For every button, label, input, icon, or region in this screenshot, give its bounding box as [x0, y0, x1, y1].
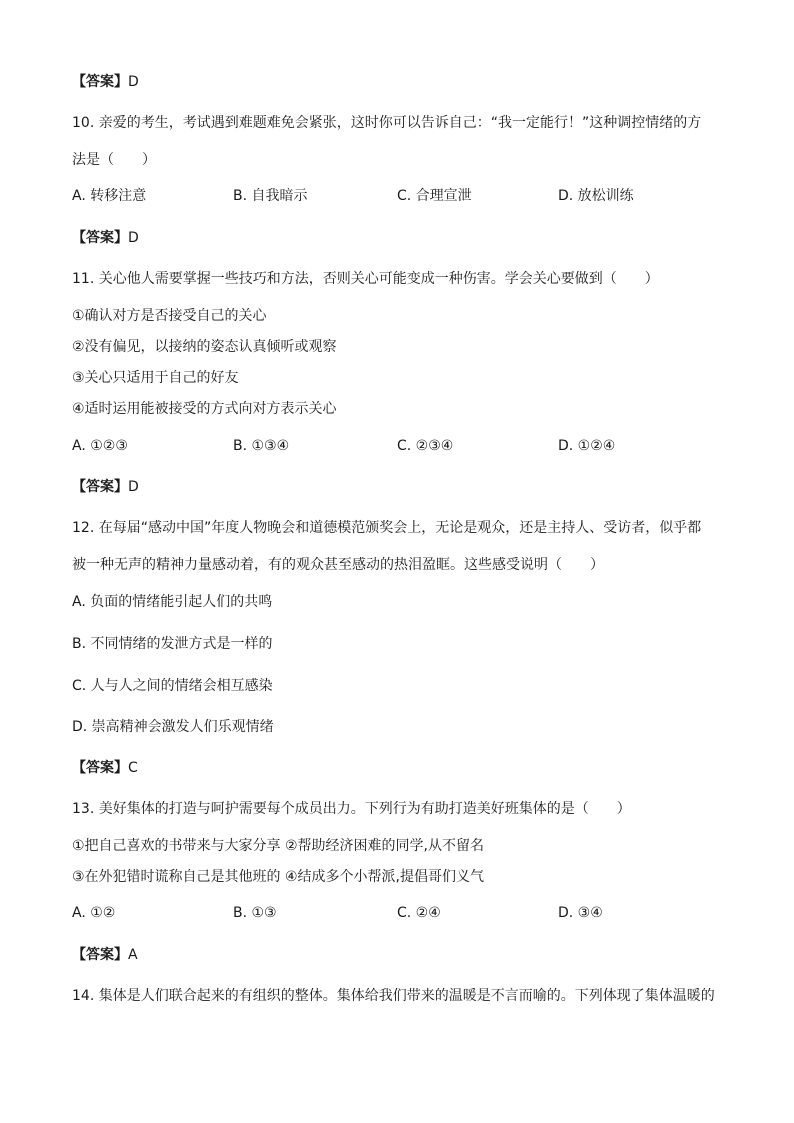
question-13-option-c: C. ②④: [397, 905, 441, 921]
question-13-option-b: B. ①③: [233, 905, 277, 921]
question-14-stem-line-1: 14. 集体是人们联合起来的有组织的整体。集体给我们带来的温暖是不言而喻的。下列体现了集体温暖的: [72, 988, 715, 1004]
question-12-option-b: B. 不同情绪的发泄方式是一样的: [72, 636, 273, 652]
question-10-option-c: C. 合理宣泄: [397, 188, 472, 204]
question-11-option-a: A. ①②③: [72, 438, 128, 454]
question-10-option-a: A. 转移注意: [72, 188, 147, 204]
question-10-option-b: B. 自我暗示: [233, 188, 308, 204]
answer-value: A: [128, 947, 138, 963]
question-11-option-c: C. ②③④: [397, 438, 454, 454]
answer-line: [72, 758, 138, 778]
question-13-option-a: A. ①②: [72, 905, 116, 921]
question-11-item-3: ③关心只适用于自己的好友: [72, 370, 239, 386]
answer-label: 【答案】: [72, 947, 128, 963]
answer-label: 【答案】: [72, 479, 128, 495]
question-10-stem-line-2: 法是（ ）: [72, 152, 156, 168]
question-10-stem-line-1: 10. 亲爱的考生，考试遇到难题难免会紧张，这时你可以告诉自己：“我一定能行！”这种调控情绪的方: [72, 115, 702, 131]
question-11-option-d: D. ①②④: [558, 438, 616, 454]
answer-line: [72, 228, 139, 248]
answer-label: 【答案】: [72, 74, 128, 90]
answer-label: 【答案】: [72, 760, 128, 776]
question-13-item-row-2: ③在外犯错时谎称自己是其他班的 ④结成多个小帮派,提倡哥们义气: [72, 869, 485, 885]
question-12-stem-line-2: 被一种无声的精神力量感动着，有的观众甚至感动的热泪盈眶。这些感受说明（ ）: [72, 557, 604, 573]
question-12-option-d: D. 崇高精神会激发人们乐观情绪: [72, 719, 274, 735]
answer-value: D: [128, 230, 139, 246]
question-10-option-d: D. 放松训练: [558, 188, 634, 204]
answer-line: [72, 72, 139, 92]
question-13-stem: 13. 美好集体的打造与呵护需要每个成员出力。下列行为有助打造美好班集体的是（ ）: [72, 801, 631, 817]
question-12-stem-line-1: 12. 在每届“感动中国”年度人物晚会和道德模范颁奖会上，无论是观众，还是主持人、受访者，似乎都: [72, 520, 702, 536]
answer-value: D: [128, 74, 139, 90]
question-13-item-row-1: ①把自己喜欢的书带来与大家分享 ②帮助经济困难的同学,从不留名: [72, 838, 485, 854]
question-12-option-c: C. 人与人之间的情绪会相互感染: [72, 678, 273, 694]
question-12-option-a: A. 负面的情绪能引起人们的共鸣: [72, 594, 273, 610]
question-11-item-2: ②没有偏见，以接纳的姿态认真倾听或观察: [72, 339, 337, 355]
question-11-stem: 11. 关心他人需要掌握一些技巧和方法，否则关心可能变成一种伤害。学会关心要做到（ ）: [72, 271, 659, 287]
answer-line: [72, 477, 139, 497]
question-11-option-b: B. ①③④: [233, 438, 290, 454]
answer-label: 【答案】: [72, 230, 128, 246]
question-11-item-4: ④适时运用能被接受的方式向对方表示关心: [72, 401, 337, 417]
answer-value: D: [128, 479, 139, 495]
question-11-item-1: ①确认对方是否接受自己的关心: [72, 308, 267, 324]
question-13-option-d: D. ③④: [558, 905, 603, 921]
answer-value: C: [128, 760, 138, 776]
answer-line: [72, 945, 138, 965]
